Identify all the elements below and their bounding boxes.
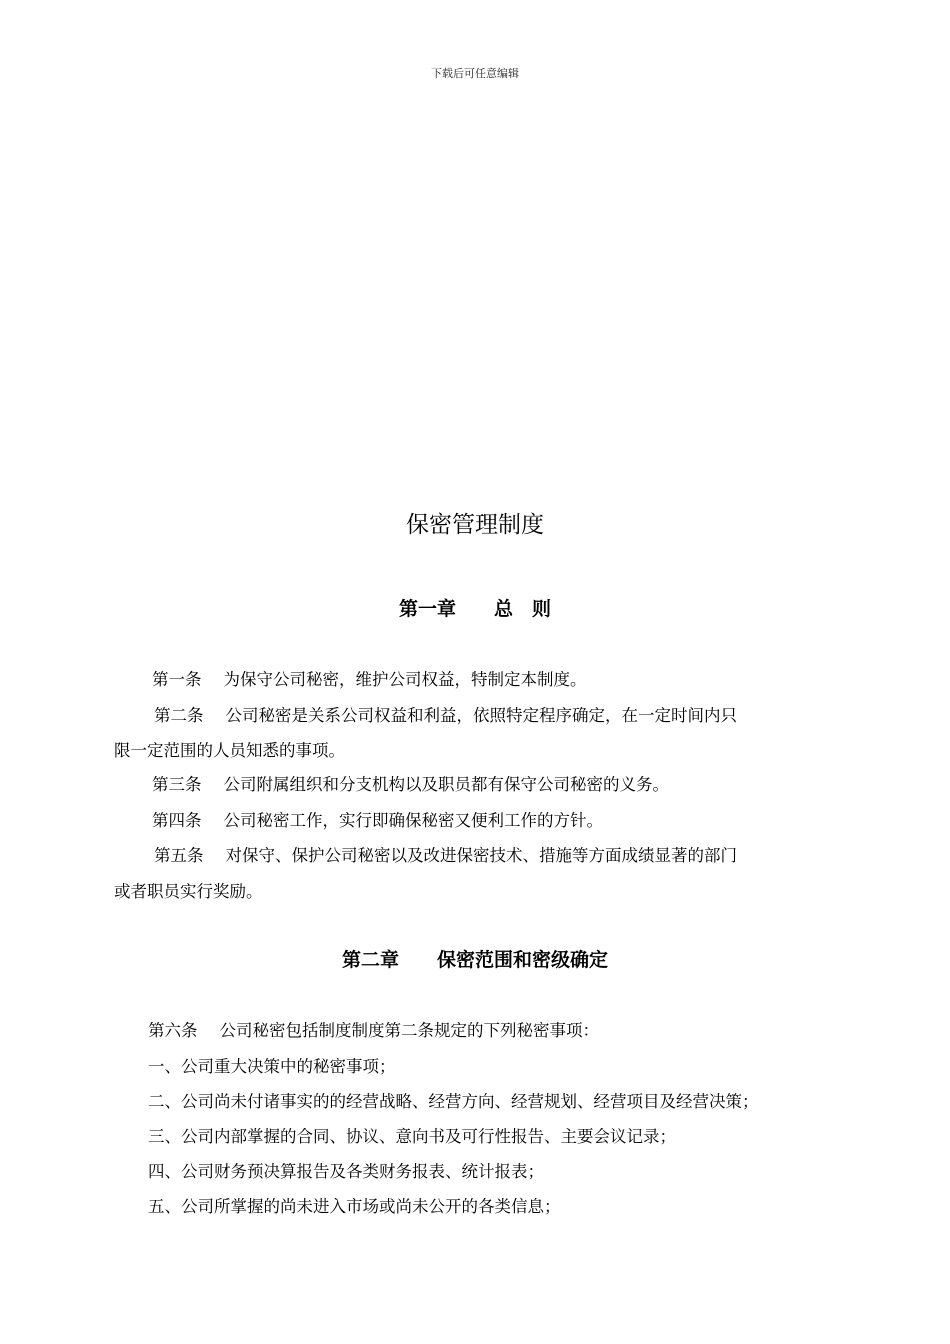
article-number: 第五条 (154, 846, 204, 865)
article-1 (152, 670, 587, 689)
article-number: 第三条 (152, 775, 202, 794)
article-number: 第一条 (152, 670, 202, 689)
chapter-1-heading: 第一章 总 则 (398, 598, 551, 620)
list-item: 三、公司内部掌握的合同、协议、意向书及可行性报告、主要会议记录； (148, 1127, 676, 1146)
article-number: 第四条 (152, 811, 202, 830)
article-text: 公司附属组织和分支机构以及职员都有保守公司秘密的义务。 (223, 775, 669, 794)
document-title: 保密管理制度 (406, 512, 544, 538)
article-number: 第六条 (148, 1021, 198, 1040)
article-text: 对保守、保护公司秘密以及改进保密技术、措施等方面成绩显著的部门 (225, 846, 737, 865)
article-text: 公司秘密包括制度制度第二条规定的下列秘密事项： (219, 1021, 599, 1040)
article-2-continuation: 限一定范围的人员知悉的事项。 (114, 741, 345, 760)
chapter-2-heading: 第二章 保密范围和密级确定 (341, 949, 608, 971)
article-6 (148, 1021, 599, 1040)
article-2 (154, 706, 737, 725)
article-text: 公司秘密工作，实行即确保秘密又便利工作的方针。 (223, 811, 603, 830)
list-item: 五、公司所掌握的尚未进入市场或尚未公开的各类信息； (148, 1197, 561, 1216)
list-item: 四、公司财务预决算报告及各类财务报表、统计报表； (148, 1162, 544, 1181)
article-number: 第二条 (154, 706, 204, 725)
list-item: 一、公司重大决策中的秘密事项； (148, 1057, 396, 1076)
article-4 (152, 811, 603, 830)
article-text: 公司秘密是关系公司权益和利益，依照特定程序确定，在一定时间内只 (225, 706, 737, 725)
article-text: 为保守公司秘密，维护公司权益，特制定本制度。 (223, 670, 587, 689)
list-item: 二、公司尚未付诸事实的的经营战略、经营方向、经营规划、经营项目及经营决策； (148, 1092, 759, 1111)
article-5-continuation: 或者职员实行奖励。 (114, 882, 263, 901)
header-note: 下载后可任意编辑 (431, 67, 519, 80)
article-5 (154, 846, 737, 865)
article-3 (152, 775, 669, 794)
